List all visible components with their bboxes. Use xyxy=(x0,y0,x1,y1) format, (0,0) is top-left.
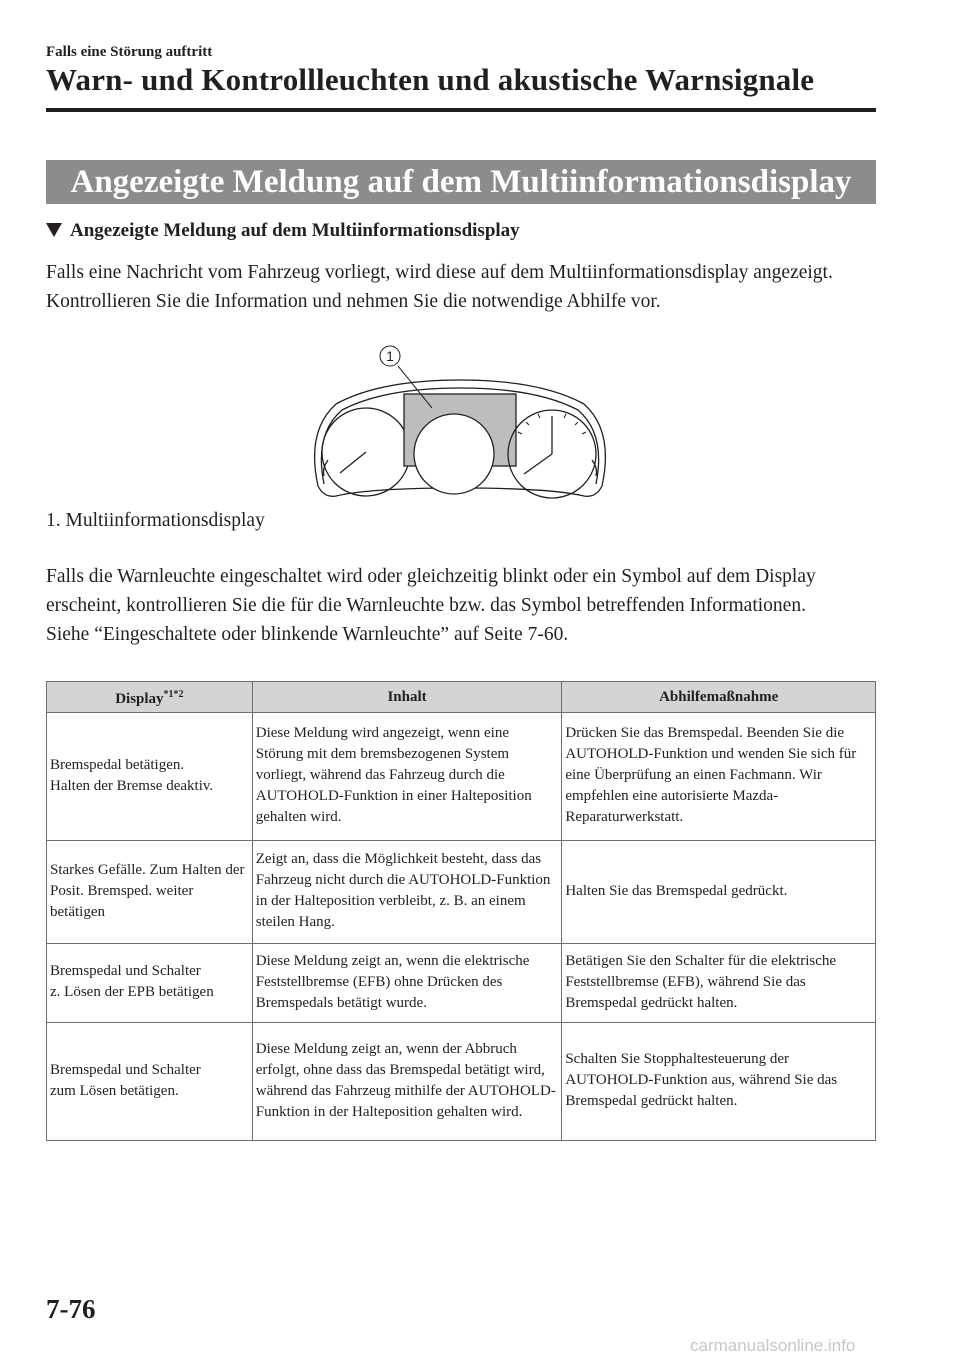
display-message-cell: Bremspedal und Schalter zum Lösen betätigen. xyxy=(47,1023,253,1141)
table-row xyxy=(47,1023,876,1141)
chapter-divider xyxy=(46,108,876,112)
warning-paragraph-reference: Siehe “Eingeschaltete oder blinkende Warnleuchte” auf Seite 7-60. xyxy=(46,624,569,645)
figure-caption: 1. Multiinformationsdisplay xyxy=(46,510,265,531)
column-header-display: Display$^{*1*2}$ xyxy=(47,682,253,713)
display-message-cell: Bremspedal betätigen. Halten der Bremse deaktiv. xyxy=(47,713,253,841)
banner-title: Angezeigte Meldung auf dem Multiinformationsdisplay xyxy=(70,164,852,200)
watermark: carmanualsonline.info xyxy=(690,1336,856,1355)
table-row xyxy=(47,713,876,841)
instrument-cluster-illustration xyxy=(300,336,620,506)
column-header-remedy: Abhilfemaßnahme xyxy=(562,682,876,713)
remedy-cell: Betätigen Sie den Schalter für die elektrische Feststellbremse (EFB), während Sie das Bremspedal gedrückt halten. xyxy=(562,944,876,1023)
left-gauge-needle xyxy=(340,452,366,473)
display-message-cell: Starkes Gefälle. Zum Halten der Posit. Bremsped. weiter betätigen xyxy=(47,841,253,944)
section-banner xyxy=(46,160,876,204)
warning-paragraph-text: Falls die Warnleuchte eingeschaltet wird oder gleichzeitig blinkt oder ein Symbol auf dem Display erscheint, kontrollieren Sie die für die Warnleuchte bzw. das Symbol betreffenden Informationen. xyxy=(46,566,816,616)
warning-paragraph xyxy=(46,562,876,649)
section-label: Falls eine Störung auftritt xyxy=(46,44,213,60)
intro-paragraph: Falls eine Nachricht vom Fahrzeug vorliegt, wird diese auf dem Multiinformationsdisplay angezeigt. Kontrollieren Sie die Information und nehmen Sie die notwendige Abhilfe vor. xyxy=(46,262,833,312)
table-header-row xyxy=(47,682,876,713)
table-row xyxy=(47,944,876,1023)
content-cell: Diese Meldung zeigt an, wenn der Abbruch erfolgt, ohne dass das Bremspedal betätigt wird, während das Fahrzeug mithilfe der AUTOHOLD-Funktion in der Halteposition gehalten wird. xyxy=(252,1023,562,1141)
footnote-marker: *1*2 xyxy=(163,689,184,700)
callout-number: 1 xyxy=(386,348,394,364)
message-table xyxy=(46,681,876,1141)
multiinformation-display xyxy=(414,414,494,494)
page-number: 7-76 xyxy=(46,1294,96,1324)
right-gauge-needle xyxy=(524,454,552,474)
subheading-text: Angezeigte Meldung auf dem Multiinformationsdisplay xyxy=(70,220,520,241)
remedy-cell: Halten Sie das Bremspedal gedrückt. xyxy=(562,841,876,944)
content-cell: Diese Meldung wird angezeigt, wenn eine Störung mit dem bremsbezogenen System vorliegt, während das Fahrzeug durch die AUTOHOLD-Funktion in einer Halteposition gehalten wird. xyxy=(252,713,562,841)
remedy-cell: Drücken Sie das Bremspedal. Beenden Sie die AUTOHOLD-Funktion und wenden Sie sich für eine Überprüfung an einen Fachmann. Wir empfehlen eine autorisierte Mazda-Reparaturwerkstatt. xyxy=(562,713,876,841)
subheading xyxy=(46,220,520,242)
column-header-content: Inhalt xyxy=(252,682,562,713)
triangle-marker-icon xyxy=(46,223,62,237)
content-cell: Zeigt an, dass die Möglichkeit besteht, dass das Fahrzeug nicht durch die AUTOHOLD-Funktion in der Halteposition verbleibt, z. B. an einem steilen Hang. xyxy=(252,841,562,944)
chapter-title: Warn- und Kontrollleuchten und akustische Warnsignale xyxy=(46,62,815,97)
remedy-cell: Schalten Sie Stopphaltesteuerung der AUTOHOLD-Funktion aus, während Sie das Bremspedal gedrückt halten. xyxy=(562,1023,876,1141)
display-message-cell: Bremspedal und Schalter z. Lösen der EPB betätigen xyxy=(47,944,253,1023)
table-row xyxy=(47,841,876,944)
content-cell: Diese Meldung zeigt an, wenn die elektrische Feststellbremse (EFB) ohne Drücken des Bremspedals betätigt wurde. xyxy=(252,944,562,1023)
